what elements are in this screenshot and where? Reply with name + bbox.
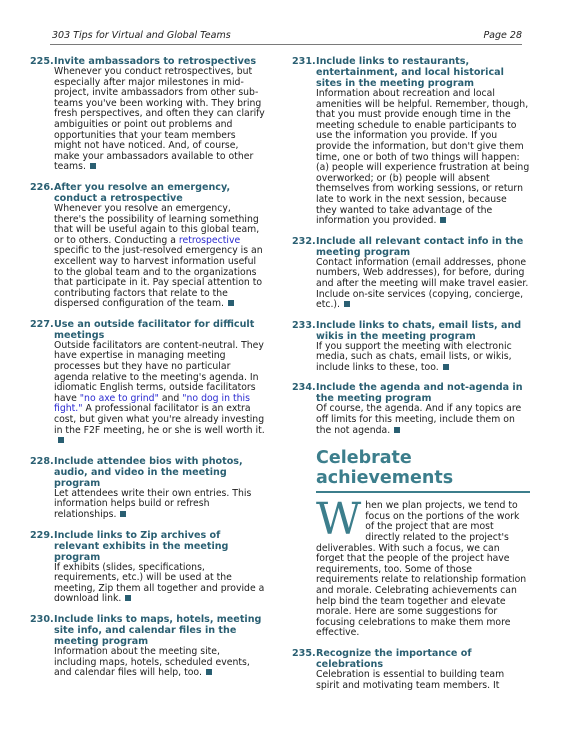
tip-body: Celebration is essential to building team spirit and motivating team members. It — [316, 668, 505, 691]
end-mark-icon — [120, 511, 126, 517]
tip-231 — [292, 56, 530, 227]
end-mark-icon — [90, 163, 96, 169]
book-title: 303 Tips for Virtual and Global Teams — [52, 30, 231, 41]
tip-228 — [30, 456, 265, 521]
end-mark-icon — [440, 217, 446, 223]
tip-title: Include links to Zip archives of relevant exhibits in the meeting program — [54, 529, 229, 563]
tip-title: Include links to maps, hotels, meeting site info, and calendar files in the meeting program — [54, 613, 262, 647]
tip-title: Include attendee bios with photos, audio, and video in the meeting program — [54, 455, 243, 489]
tip-number: 226. — [30, 181, 54, 193]
tip-226 — [30, 182, 265, 310]
left-column — [30, 56, 265, 688]
end-mark-icon — [394, 427, 400, 433]
tip-body: Information about the meeting site, including maps, hotels, scheduled events, and calendar files will help, too. — [54, 645, 250, 679]
tip-227 — [30, 319, 265, 447]
tip-title: After you resolve an emergency, conduct a retrospective — [54, 181, 231, 204]
end-mark-icon — [125, 595, 131, 601]
drop-cap: W — [316, 494, 362, 546]
tip-number: 225. — [30, 56, 54, 67]
tip-number: 235. — [292, 647, 316, 659]
tip-number: 234. — [292, 382, 316, 394]
tip-body: Whenever you conduct retrospectives, but especially after major milestones in mid-project, invite ambassadors from other sub-teams you've been working with. They bring fresh perspectives, and often they can clarify ambiguities or point out problems and opportunities that your team members might not have noticed. And, of course, make your ambassadors available to other teams. — [54, 66, 265, 173]
tip-235 — [292, 648, 530, 691]
tip-body: If exhibits (slides, specifications, requirements, etc.) will be used at the meeting, Zip them all together and provide a download link. — [54, 561, 265, 605]
tip-229 — [30, 530, 265, 605]
tip-title: Invite ambassadors to retrospectives — [54, 56, 257, 67]
tip-title: Use an outside facilitator for difficult meetings — [54, 318, 255, 341]
retrospective-link[interactable]: retrospective — [178, 234, 241, 246]
end-mark-icon — [443, 364, 449, 370]
end-mark-icon — [344, 301, 350, 307]
tip-number: 231. — [292, 56, 316, 67]
tip-body: If you support the meeting with electronic media, such as chats, email lists, or wikis, include links to these, too. — [316, 340, 512, 373]
end-mark-icon — [228, 300, 234, 306]
right-column — [292, 56, 530, 700]
no-axe-link[interactable]: "no axe to grind" — [79, 392, 159, 404]
section-title: Celebrate achievements — [316, 448, 454, 489]
tip-number: 230. — [30, 613, 54, 625]
page-number: Page 28 — [483, 30, 522, 41]
no-dog-link[interactable]: "no dog in this fight." — [54, 392, 250, 415]
tip-225 — [30, 56, 265, 173]
section-intro: When we plan projects, we tend to focus on the portions of the work of the project that are most directly related to the project's deliverables. With such a focus, we can forget that the people of the project have requirements, too. Some of those requirements relate to relationship formation and morale. Celebrating achievements can help bind the team together and elevate morale. Here are some suggestions for focusing celebrations to make them more effective. — [316, 494, 527, 639]
tip-234 — [292, 382, 530, 436]
tip-body: Let attendees write their own entries. This information helps build or refresh relationships. — [54, 487, 252, 520]
tip-233 — [292, 320, 530, 374]
tip-title: Include links to restaurants, entertainment, and local historical sites in the meeting program — [316, 56, 504, 89]
end-mark-icon — [206, 669, 212, 675]
end-mark-icon — [58, 437, 64, 443]
tip-number: 233. — [292, 319, 316, 331]
tip-230 — [30, 614, 265, 679]
tip-title: Include the agenda and not-agenda in the meeting program — [316, 382, 523, 405]
tip-body: Of course, the agenda. And if any topics are off limits for this meeting, include them on the not agenda. — [316, 403, 522, 436]
tip-232 — [292, 236, 530, 311]
tip-number: 227. — [30, 318, 54, 330]
tip-title: Include all relevant contact info in the meeting program — [316, 235, 524, 258]
section-rule — [316, 491, 530, 493]
tip-body: Information about recreation and local amenities will be helpful. Remember, though, that you must provide enough time in the meeting schedule to enable participants to use the information you provide. If you provide the information, but don't give them time, one or both of two things will happen: (a) people will experience frustration at being overworked; or (b) people will absent themselves from working sessions, or return late to work in the next session, because they wanted to take advantage of the information you provided. — [316, 88, 530, 227]
tip-body: Contact information (email addresses, phone numbers, Web addresses), for before, during and after the meeting will make travel easier. Include on-site services (copying, concierge, etc.). — [316, 256, 529, 311]
tip-title: Include links to chats, email lists, and wikis in the meeting program — [316, 319, 522, 342]
tip-number: 229. — [30, 529, 54, 541]
tip-body: Whenever you resolve an emergency, there's the possibility of learning something that will be useful again to this global team, or to others. Conducting a retrospective specific to the just-resolved emergency is an excellent way to harvest information useful to the global team and to the organizations that participate in it. Pay special attention to contributing factors that relate to the dispersed configuration of the team. — [54, 202, 263, 310]
page-header — [0, 0, 567, 51]
tip-number: 228. — [30, 455, 54, 467]
tip-number: 232. — [292, 235, 316, 247]
tip-body: Outside facilitators are content-neutral. They have expertise in managing meeting processes but they have no particular agenda relative to the meeting's agenda. In idiomatic English terms, outside facilitators have "no axe to grind" and "no dog in this fight." A professional facilitator is an extra cost, but given what you're already investing in the F2F meeting, he or she is well worth it. — [54, 341, 265, 447]
header-rule — [50, 44, 522, 45]
tip-title: Recognize the importance of celebrations — [316, 647, 472, 670]
